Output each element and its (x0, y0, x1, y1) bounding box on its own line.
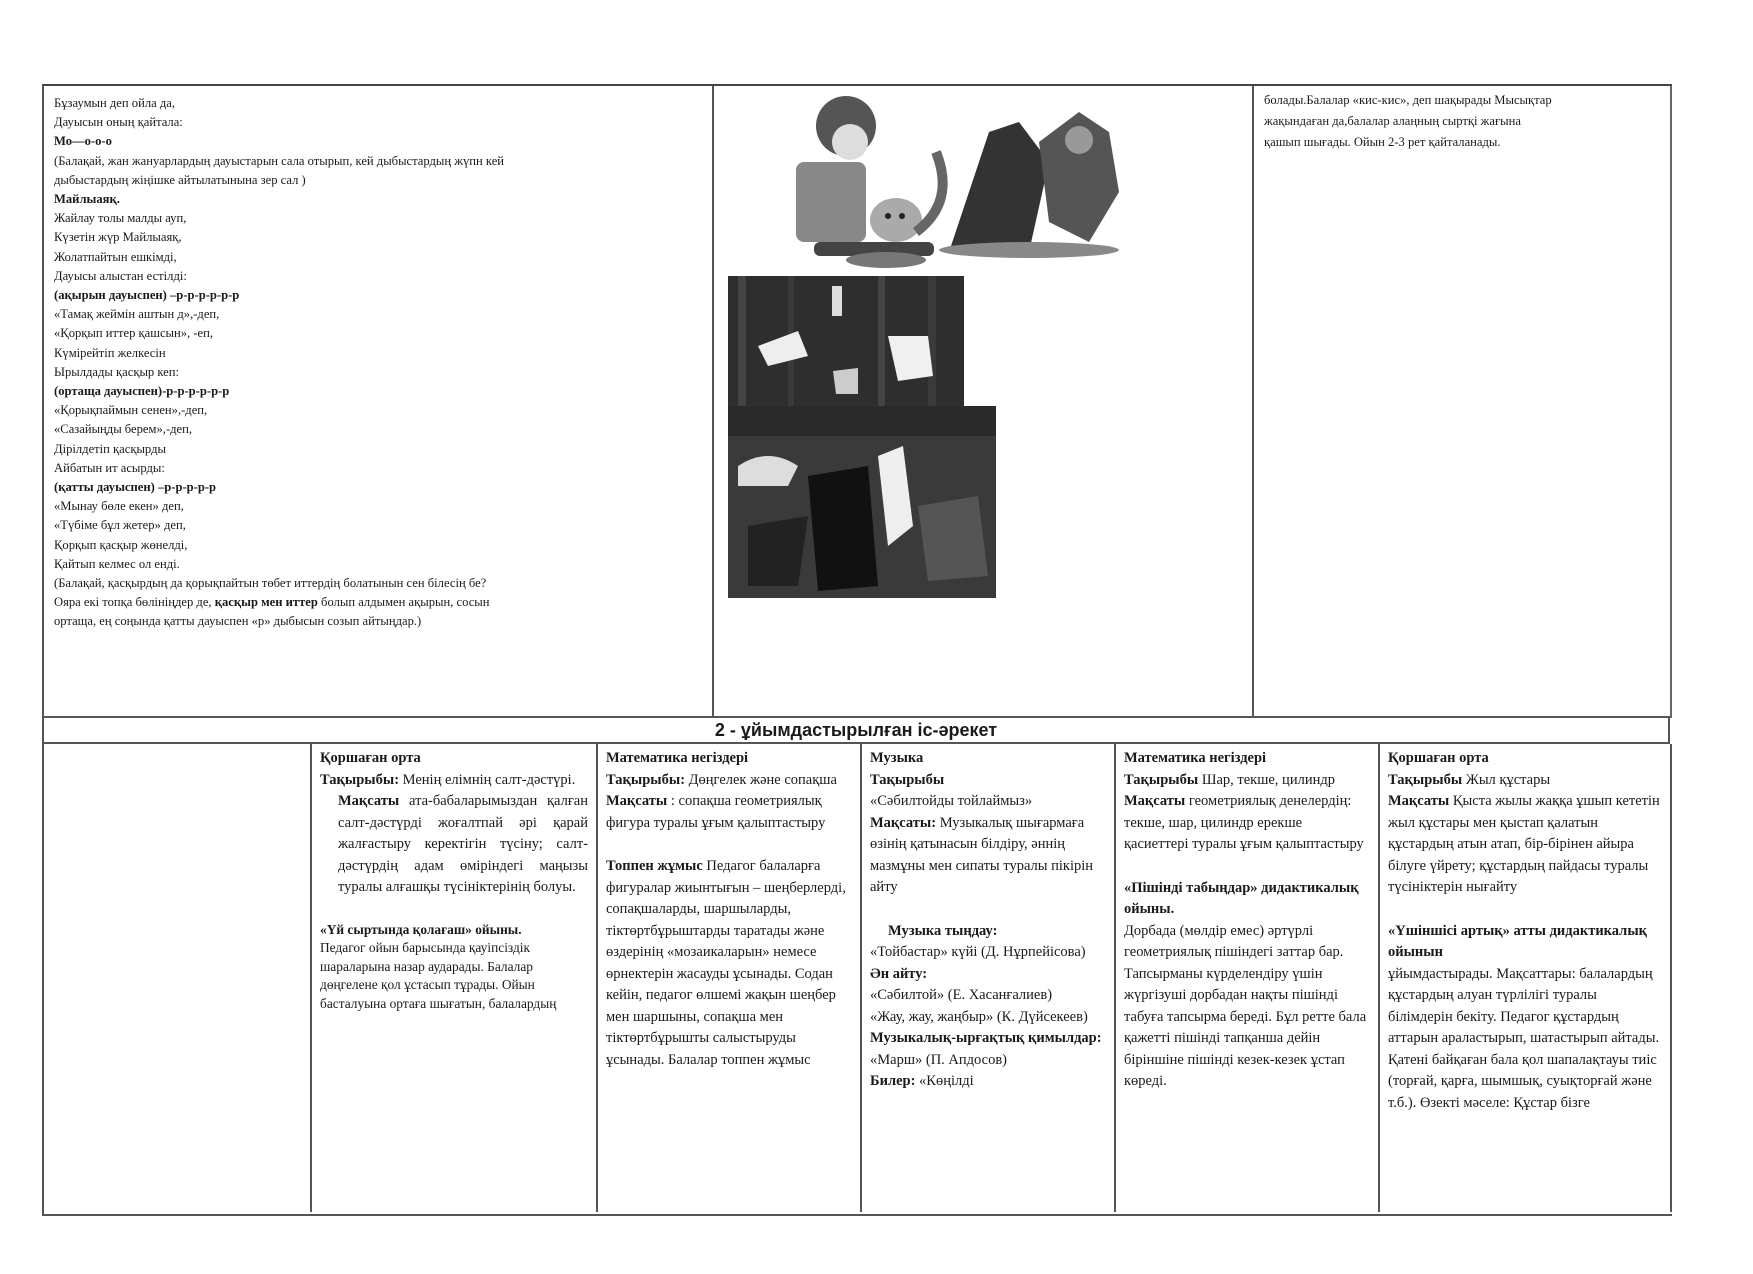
poem-line: (Балақай, жан жануарлардың дауыстарын сала отырып, кей дыбыстардың жүпн кей (54, 153, 505, 168)
goal (320, 791, 588, 899)
poem-line: «Түбіме бұл жетер» деп, (54, 518, 186, 533)
topic-value: «Сәбилтойды тойлаймыз» (870, 793, 1033, 809)
topic (1124, 770, 1370, 792)
poem-line: Қайтып келмес ол енді. (54, 556, 180, 571)
group-work-label: Топпен жұмыс (606, 858, 703, 874)
wolf-and-dog-image (929, 102, 1129, 260)
goal-label: Мақсаты (1388, 793, 1450, 809)
sing-value: «Сәбилтой» (Е. Хасанғалиев) (870, 987, 1053, 1003)
activity-column-environment-2 (1380, 744, 1672, 1212)
topic-value: Дөңгелек және сопақша (688, 771, 837, 788)
game-title: «Пішінді табыңдар» дидактикалық ойыны. (1124, 879, 1359, 917)
topic-value: Жыл құстары (1465, 771, 1551, 788)
poem-text (44, 86, 712, 632)
top-table-row (42, 84, 1672, 720)
poem-text-bold: қасқыр мен иттер (214, 595, 318, 610)
poem-line: Қорқып қасқыр жөнелді, (54, 537, 188, 552)
poem-line: (ақырын дауыспен) –р-р-р-р-р-р (54, 288, 240, 303)
subject-title: Қоршаған орта (320, 750, 421, 766)
poem-line: Жайлау толы малды ауп, (54, 211, 187, 226)
game-description-text (1254, 86, 1670, 157)
topic (320, 770, 588, 792)
sing-value: «Жау, жау, жаңбыр» (К. Дүйсекеев) (870, 1008, 1088, 1025)
topic (606, 770, 852, 792)
poem-line (54, 593, 702, 612)
group-work-text: Педагог балаларға фигуралар жиынтығын – шеңберлерді, сопақшаларды, шаршыларды, тіктөртбұрыштарды таратады және өздерінің «мозаикаларын» немесе өрнектерін жасауды ұсынады. Содан кейін, педагог өлшемі жақын шеңбер мен шаршыны, сопақша мен тіктөртбұрышты салыстыруды ұсынады. Балалар топпен жұмыс (606, 858, 846, 1068)
activity-column-math-2 (1116, 744, 1380, 1212)
poem-line: Дауысы алыстан естілді: (54, 268, 187, 283)
topic-label: Тақырыбы: (320, 771, 400, 788)
goal (1124, 791, 1370, 856)
goal (606, 791, 852, 834)
topic-value: Менің елімнің салт-дәстүрі. (402, 771, 576, 788)
goal-value: Музыкалық шығармаға өзінің қатынасын білдіру, әннің мазмұны мен сипаты туралы пікірін айту (870, 814, 1094, 895)
poem-line: «Сазайыңды берем»,-деп, (54, 422, 193, 437)
poem-line: «Мынау бөле екен» деп, (54, 499, 184, 514)
poem-line: Күзетін жүр Майлыаяқ, (54, 230, 182, 245)
poem-line: Дірілдетіп қасқырды (54, 441, 166, 456)
poem-line: Мо—о-о-о (54, 134, 112, 149)
goal (1388, 791, 1662, 899)
activity-column-environment-1 (312, 744, 598, 1212)
goal-value: Қыста жылы жаққа ұшып кететін жыл құстары мен қыстап қалатын құстардың атын атап, бір-бірінен айыра білуге үйрету; құстардың пайдасы туралы түсініктерін нығайту (1388, 793, 1660, 895)
subject-title: Музыка (870, 750, 924, 766)
poem-line: (Балақай, қасқырдың да қорықпайтын төбет иттердің болатынын сен білесің бе? (54, 576, 487, 591)
goal-label: Мақсаты (606, 793, 668, 809)
game-title: «Үй сыртында қолағаш» ойыны. (320, 921, 522, 937)
poem-line: ортаща, ең соңында қатты дауыспен «р» дыбысын созып айтыңдар.) (54, 614, 422, 629)
goal-label: Мақсаты (1124, 793, 1186, 809)
poem-line: «Қорықпаймын сенен»,-деп, (54, 403, 208, 418)
poem-cell (44, 86, 714, 718)
poem-text-part: Ояра екі топқа бөлініңдер де, (54, 595, 215, 610)
goal (870, 813, 1106, 899)
game-description-cell (1254, 86, 1672, 718)
animals-in-forest-image (728, 276, 964, 406)
subject-title: Қоршаған орта (1388, 750, 1489, 766)
group-work (606, 856, 852, 1071)
text-line: болады.Балалар «кис-кис», деп шақырады Мысықтар (1264, 93, 1552, 107)
dance-label: Билер: (870, 1073, 916, 1089)
topic-value: Шар, текше, цилиндр (1201, 771, 1335, 788)
poem-line: Күмірейтіп желкесін (54, 345, 166, 360)
sing-label: Ән айту: (870, 965, 928, 982)
topic-label: Тақырыбы (1388, 771, 1463, 788)
dance-value: «Көңілді (919, 1073, 974, 1089)
game-text: ұйымдастырады. Мақсаттары: балалардың құстардың алуан түрлілігі туралы білімдерін бекіту. Педагог құстардың аттарын араластырып, шатастырып айтады. Қатені байқаған бала қол шапалақтауы тиіс (торғай, қарға, шымшық, суықторғай және т.б.). Өзекті мәселе: Құстар бізге (1388, 965, 1660, 1111)
poem-line: Айбатын ит асырды: (54, 460, 165, 475)
dance (870, 1071, 1106, 1093)
movement-label: Музыкалық-ырғақтық қимылдар: (870, 1030, 1102, 1046)
topic-label: Тақырыбы (870, 771, 945, 788)
poem-line: Дауысын оның қайтала: (54, 115, 183, 130)
activity-column-math-1 (598, 744, 862, 1212)
game-text: Дорбада (мөлдір емес) әртүрлі геометриялық пішіндегі заттар бар. Тапсырманы күрделендіру үшін жүргізуші дорбадан нақты пішінді табуға тапсырма береді. Бұл ретте бала қажетті пішінді тапқанша дейін біріншіне пішінді кезек-кезек ұстап көреді. (1124, 922, 1367, 1089)
text-line: қашып шығады. Ойын 2-3 рет қайталанады. (1264, 135, 1501, 149)
poem-text-part: болып алдымен ақырын, сосын (317, 595, 490, 610)
section-title: 2 - ұйымдастырылған іс-әрекет (42, 716, 1670, 744)
topic-label: Тақырыбы (1124, 771, 1199, 788)
poem-line: дыбыстардың жіңішке айтылатынына зер сал ) (54, 172, 306, 187)
subject-title: Математика негіздері (1124, 750, 1267, 766)
illustrations-cell (714, 86, 1254, 718)
goal-value: : сопақша геометриялық фигура туралы ұғым қалыптастыру (606, 793, 826, 831)
goal-label: Мақсаты: (870, 814, 937, 831)
subject-title: Математика негіздері (606, 750, 749, 766)
poem-line: «Тамақ жеймін аштын д»,-деп, (54, 307, 220, 322)
movement-value: «Марш» (П. Апдосов) (870, 1051, 1007, 1068)
goal-value: ата-бабаларымыздан қалған салт-дәстүрді жоғалтпай әрі қарай жалғастыру керектігін түсіну; салт-дәстүрдің адам өміріндегі маңызы туралы алғашқы түсініктерінің болуы. (338, 793, 588, 895)
poem-line: Ырылдады қасқыр кеп: (54, 364, 179, 379)
activities-table-row (42, 744, 1672, 1216)
poem-line: Майлыаяқ. (54, 192, 120, 207)
topic-label: Тақырыбы: (606, 771, 686, 788)
poem-line: «Қорқып иттер қашсын», -еп, (54, 326, 214, 341)
wolves-and-dog-image (728, 406, 996, 598)
activity-column-music (862, 744, 1116, 1212)
text-line: жақындаған да,балалар алаңның сыртқі жағына (1264, 114, 1521, 128)
game-text: Педагог ойын барысында қауіпсіздік шараларына назар аударады. Балалар дөңгелене қол ұстасып тұрады. Ойын басталуына ортаға шығатын, балалардың (320, 940, 557, 1011)
listen-label: Музыка тыңдау: (888, 922, 998, 939)
game-title: «Үшіншісі артық» атты дидактикалық ойынын (1388, 922, 1647, 960)
listen-value: «Тойбастар» күйі (Д. Нұрпейісова) (870, 944, 1086, 960)
poem-line: Жолатпайтын ешкімді, (54, 249, 177, 264)
goal-label: Мақсаты (338, 793, 400, 809)
poem-line: Бұзаумын деп ойла да, (54, 96, 175, 110)
topic (1388, 770, 1662, 792)
poem-line: (қатты дауыспен) –р-р-р-р-р (54, 480, 217, 495)
goal-value: геометриялық денелердің: текше, шар, цилиндр ерекше қасиеттері туралы ұғым қалыптастыру (1124, 793, 1364, 852)
empty-cell (44, 744, 312, 1212)
poem-line: (ортаща дауыспен)-р-р-р-р-р-р (54, 384, 230, 399)
